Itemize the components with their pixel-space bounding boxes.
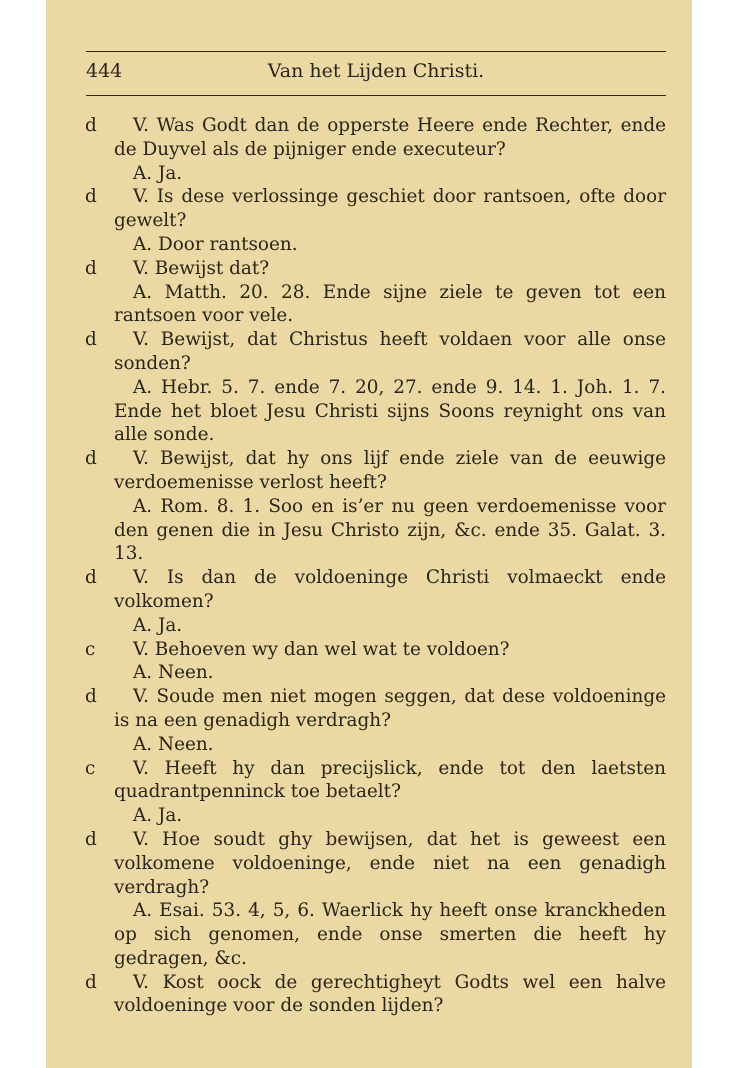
answer-entry — [86, 733, 666, 757]
margin-marker: d — [85, 971, 97, 993]
answer-entry — [86, 661, 666, 685]
margin-marker: d — [85, 329, 97, 351]
question-entry — [86, 638, 666, 662]
question-entry — [86, 828, 666, 899]
answer-entry — [86, 233, 666, 257]
question-entry — [86, 185, 666, 233]
answer-text: A. Esai. 53. 4, 5, 6. Waerlick hy heeft onse kranckheden op sich genomen, ende onse smerten die heeft hy gedragen, &c. — [114, 900, 666, 969]
question-entry — [86, 566, 666, 614]
margin-marker: d — [85, 115, 97, 136]
question-entry — [86, 757, 666, 805]
answer-text: A. Neen. — [133, 662, 214, 684]
answer-entry — [86, 495, 666, 566]
margin-marker: d — [85, 448, 97, 470]
question-text: V. Was Godt dan de opperste Heere ende Rechter, ende de Duyvel als de pijniger ende executeur? — [114, 115, 666, 160]
question-text: V. Bewijst, dat Christus heeft voldaen voor alle onse sonden? — [114, 329, 666, 374]
running-title: Van het Lijden Christi. — [267, 60, 485, 82]
answer-text: A. Ja. — [133, 805, 183, 827]
question-text: V. Is dese verlossinge geschiet door rantsoen, ofte door gewelt? — [114, 186, 666, 232]
question-text: V. Bewijst dat? — [133, 257, 270, 279]
margin-marker: d — [85, 828, 97, 850]
answer-entry — [86, 162, 666, 186]
book-page — [46, 0, 692, 1068]
answer-entry — [86, 281, 666, 329]
question-entry — [86, 328, 666, 376]
question-entry — [86, 685, 666, 733]
question-text: V. Hoe soudt ghy bewijsen, dat het is geweest een volkomene voldoeninge, ende niet na een genadigh verdragh? — [114, 828, 666, 898]
question-text: V. Is dan de voldoeninge Christi volmaeckt ende volkomen? — [114, 567, 666, 612]
answer-entry — [86, 804, 666, 828]
margin-marker: d — [85, 686, 97, 708]
answer-text: A. Rom. 8. 1. Soo en is’er nu geen verdoemenisse voor den genen die in Jesu Christo zijn, &c. ende 35. Galat. 3. 13. — [114, 495, 666, 565]
question-entry — [86, 114, 666, 162]
page-header — [86, 60, 666, 88]
catechism-body — [86, 114, 666, 1018]
question-text: V. Bewijst, dat hy ons lijf ende ziele van de eeuwige verdoemenisse verlost heeft? — [114, 448, 666, 493]
question-text: V. Behoeven wy dan wel wat te voldoen? — [133, 638, 510, 660]
question-entry — [86, 447, 666, 495]
question-text: V. Heeft hy dan precijslick, ende tot den laetsten quadrantpenninck toe betaelt? — [114, 757, 666, 803]
question-text: V. Soude men niet mogen seggen, dat dese voldoeninge is na een genadigh verdragh? — [114, 686, 666, 731]
margin-marker: c — [85, 638, 96, 660]
question-text: V. Kost oock de gerechtigheyt Godts wel een halve voldoeninge voor de sonden lijden? — [114, 971, 666, 1017]
margin-marker: c — [85, 757, 96, 779]
answer-text: A. Ja. — [133, 162, 183, 184]
answer-text: A. Matth. 20. 28. Ende sijne ziele te geven tot een rantsoen voor vele. — [114, 281, 666, 327]
answer-entry — [86, 614, 666, 638]
margin-marker: d — [85, 186, 97, 208]
answer-entry — [86, 899, 666, 970]
answer-text: A. Neen. — [133, 733, 214, 755]
answer-entry — [86, 376, 666, 447]
question-entry — [86, 257, 666, 281]
answer-text: A. Door rantsoen. — [133, 233, 298, 255]
page-number: 444 — [86, 60, 123, 82]
answer-text: A. Hebr. 5. 7. ende 7. 20, 27. ende 9. 14. 1. Joh. 1. 7. Ende het bloet Jesu Christi sijns Soons reynight ons van alle sonde. — [114, 376, 666, 446]
margin-marker: d — [85, 257, 97, 279]
header-bottom-rule — [86, 95, 666, 96]
header-top-rule — [86, 51, 666, 52]
margin-marker: d — [85, 567, 97, 589]
answer-text: A. Ja. — [133, 614, 183, 636]
question-entry — [86, 971, 666, 1019]
